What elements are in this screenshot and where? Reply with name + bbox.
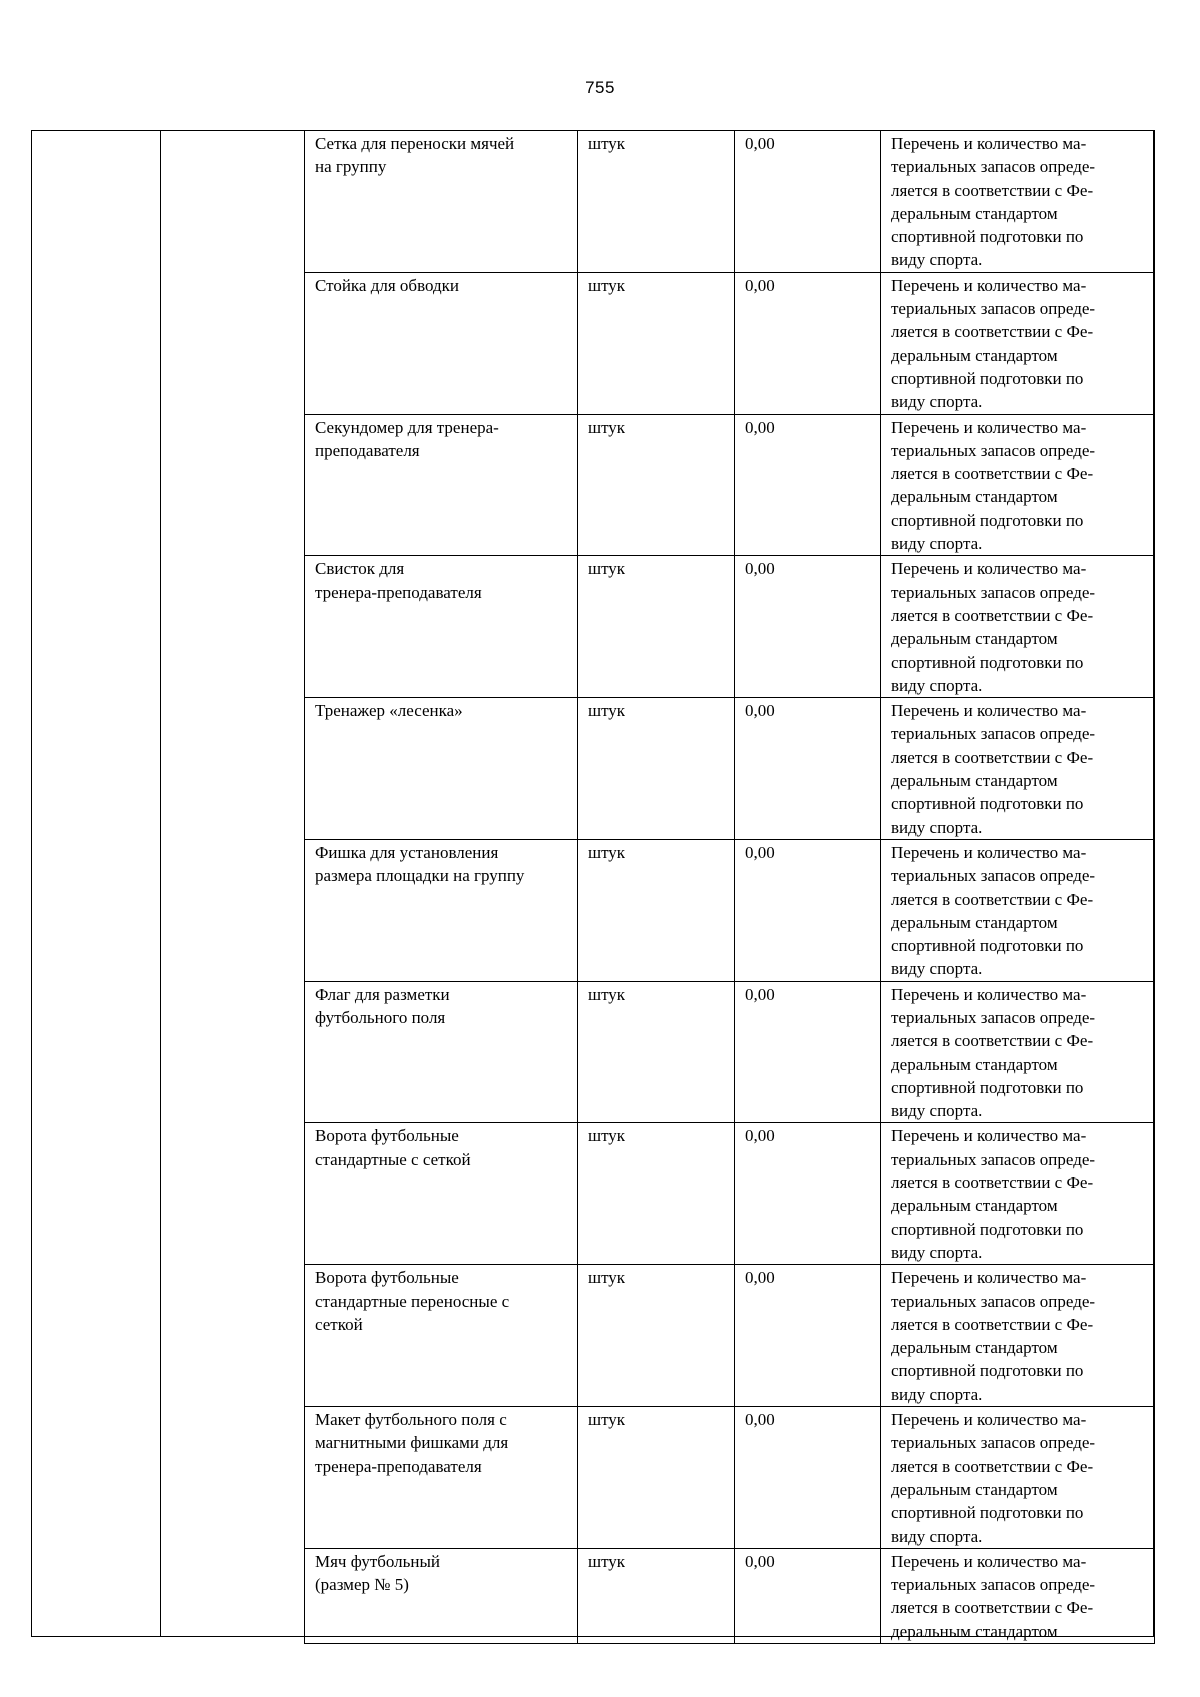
item-name: Секундомер для тренера- преподавателя <box>315 417 499 460</box>
note-cell <box>881 131 1155 273</box>
item-name-cell <box>305 1123 578 1265</box>
item-name: Макет футбольного поля с магнитными фишками для тренера-преподавателя <box>315 1410 509 1476</box>
item-quantity: 0,00 <box>745 417 775 437</box>
item-unit: штук <box>588 134 626 153</box>
item-note: Перечень и количество ма- териальных запасов опреде- ляется в соответствии с Фе- деральным стандартом <box>891 1551 1096 1641</box>
item-name: Фишка для установления размера площадки на группу <box>315 842 525 886</box>
item-name-cell <box>305 839 578 981</box>
table-row <box>305 839 1155 981</box>
item-name: Свисток для тренера-преподавателя <box>315 559 482 602</box>
item-quantity: 0,00 <box>745 1410 775 1430</box>
item-note: Перечень и количество ма- териальных запасов опреде- ляется в соответствии с Фе- деральным стандартом спортивной подготовки по виду спорта. <box>891 275 1096 412</box>
item-note: Перечень и количество ма- териальных запасов опреде- ляется в соответствии с Фе- деральным стандартом спортивной подготовки по виду спорта. <box>891 984 1096 1121</box>
item-quantity: 0,00 <box>745 1551 775 1571</box>
unit-cell <box>578 1548 735 1643</box>
unit-cell <box>578 839 735 981</box>
item-unit: штук <box>588 1126 626 1146</box>
item-unit: штук <box>588 1551 626 1571</box>
item-quantity: 0,00 <box>745 1126 775 1146</box>
item-quantity: 0,00 <box>745 984 775 1004</box>
item-name: Мяч футбольный (размер № 5) <box>315 1551 441 1595</box>
equipment-table <box>304 130 1155 1644</box>
item-unit: штук <box>588 842 626 862</box>
item-quantity: 0,00 <box>745 134 775 153</box>
note-cell <box>881 1407 1155 1549</box>
note-cell <box>881 414 1155 556</box>
item-note: Перечень и количество ма- териальных запасов опреде- ляется в соответствии с Фе- деральным стандартом спортивной подготовки по виду спорта. <box>891 134 1096 270</box>
item-unit: штук <box>588 1410 626 1430</box>
unit-cell <box>578 131 735 273</box>
item-name-cell <box>305 556 578 698</box>
item-name: Ворота футбольные стандартные с сеткой <box>315 1126 471 1169</box>
item-unit: штук <box>588 701 626 721</box>
item-unit: штук <box>588 417 626 437</box>
item-name-cell <box>305 1407 578 1549</box>
note-cell <box>881 272 1155 414</box>
item-note: Перечень и количество ма- териальных запасов опреде- ляется в соответствии с Фе- деральным стандартом спортивной подготовки по виду спорта. <box>891 1268 1096 1404</box>
table-row <box>305 272 1155 414</box>
item-name-cell <box>305 698 578 840</box>
item-name: Сетка для переноски мячей на группу <box>315 134 515 177</box>
quantity-cell <box>735 698 881 840</box>
table-row <box>305 414 1155 556</box>
unit-cell <box>578 1265 735 1407</box>
item-name: Флаг для разметки футбольного поля <box>315 984 450 1027</box>
unit-cell <box>578 698 735 840</box>
quantity-cell <box>735 839 881 981</box>
unit-cell <box>578 1407 735 1549</box>
table-row <box>305 1548 1155 1643</box>
item-note: Перечень и количество ма- териальных запасов опреде- ляется в соответствии с Фе- деральным стандартом спортивной подготовки по виду спорта. <box>891 417 1096 554</box>
note-cell <box>881 1123 1155 1265</box>
item-unit: штук <box>588 1268 626 1288</box>
item-name-cell <box>305 414 578 556</box>
item-unit: штук <box>588 275 626 295</box>
quantity-cell <box>735 414 881 556</box>
item-name: Ворота футбольные стандартные переносные с сеткой <box>315 1268 510 1334</box>
quantity-cell <box>735 1407 881 1549</box>
page-number: 755 <box>585 78 615 97</box>
note-cell <box>881 1265 1155 1407</box>
table-row <box>305 698 1155 840</box>
item-unit: штук <box>588 984 626 1004</box>
unit-cell <box>578 1123 735 1265</box>
item-name-cell <box>305 272 578 414</box>
item-note: Перечень и количество ма- териальных запасов опреде- ляется в соответствии с Фе- деральным стандартом спортивной подготовки по виду спорта. <box>891 701 1096 837</box>
unit-cell <box>578 414 735 556</box>
note-cell <box>881 839 1155 981</box>
item-name-cell <box>305 1265 578 1407</box>
item-note: Перечень и количество ма- териальных запасов опреде- ляется в соответствии с Фе- деральным стандартом спортивной подготовки по виду спорта. <box>891 559 1096 695</box>
unit-cell <box>578 556 735 698</box>
item-name-cell <box>305 981 578 1123</box>
table-row <box>305 131 1155 273</box>
table-row <box>305 1123 1155 1265</box>
item-quantity: 0,00 <box>745 559 775 579</box>
quantity-cell <box>735 1123 881 1265</box>
table-row <box>305 1265 1155 1407</box>
table-row <box>305 1407 1155 1549</box>
unit-cell <box>578 981 735 1123</box>
item-note: Перечень и количество ма- териальных запасов опреде- ляется в соответствии с Фе- деральным стандартом спортивной подготовки по виду спорта. <box>891 1410 1096 1546</box>
note-cell <box>881 981 1155 1123</box>
note-cell <box>881 556 1155 698</box>
quantity-cell <box>735 981 881 1123</box>
item-quantity: 0,00 <box>745 275 775 295</box>
quantity-cell <box>735 556 881 698</box>
table-row <box>305 556 1155 698</box>
item-name-cell <box>305 131 578 273</box>
item-quantity: 0,00 <box>745 1268 775 1288</box>
item-name: Стойка для обводки <box>315 275 459 295</box>
unit-cell <box>578 272 735 414</box>
item-quantity: 0,00 <box>745 701 775 721</box>
item-unit: штук <box>588 559 626 579</box>
quantity-cell <box>735 131 881 273</box>
note-cell <box>881 1548 1155 1643</box>
quantity-cell <box>735 272 881 414</box>
item-quantity: 0,00 <box>745 842 775 862</box>
table-row <box>305 981 1155 1123</box>
quantity-cell <box>735 1265 881 1407</box>
item-name-cell <box>305 1548 578 1643</box>
item-note: Перечень и количество ма- териальных запасов опреде- ляется в соответствии с Фе- деральным стандартом спортивной подготовки по виду спорта. <box>891 842 1096 979</box>
item-note: Перечень и количество ма- териальных запасов опреде- ляется в соответствии с Фе- деральным стандартом спортивной подготовки по виду спорта. <box>891 1126 1096 1262</box>
column-divider-1 <box>160 130 161 1637</box>
quantity-cell <box>735 1548 881 1643</box>
note-cell <box>881 698 1155 840</box>
item-name: Тренажер «лесенка» <box>315 701 463 721</box>
